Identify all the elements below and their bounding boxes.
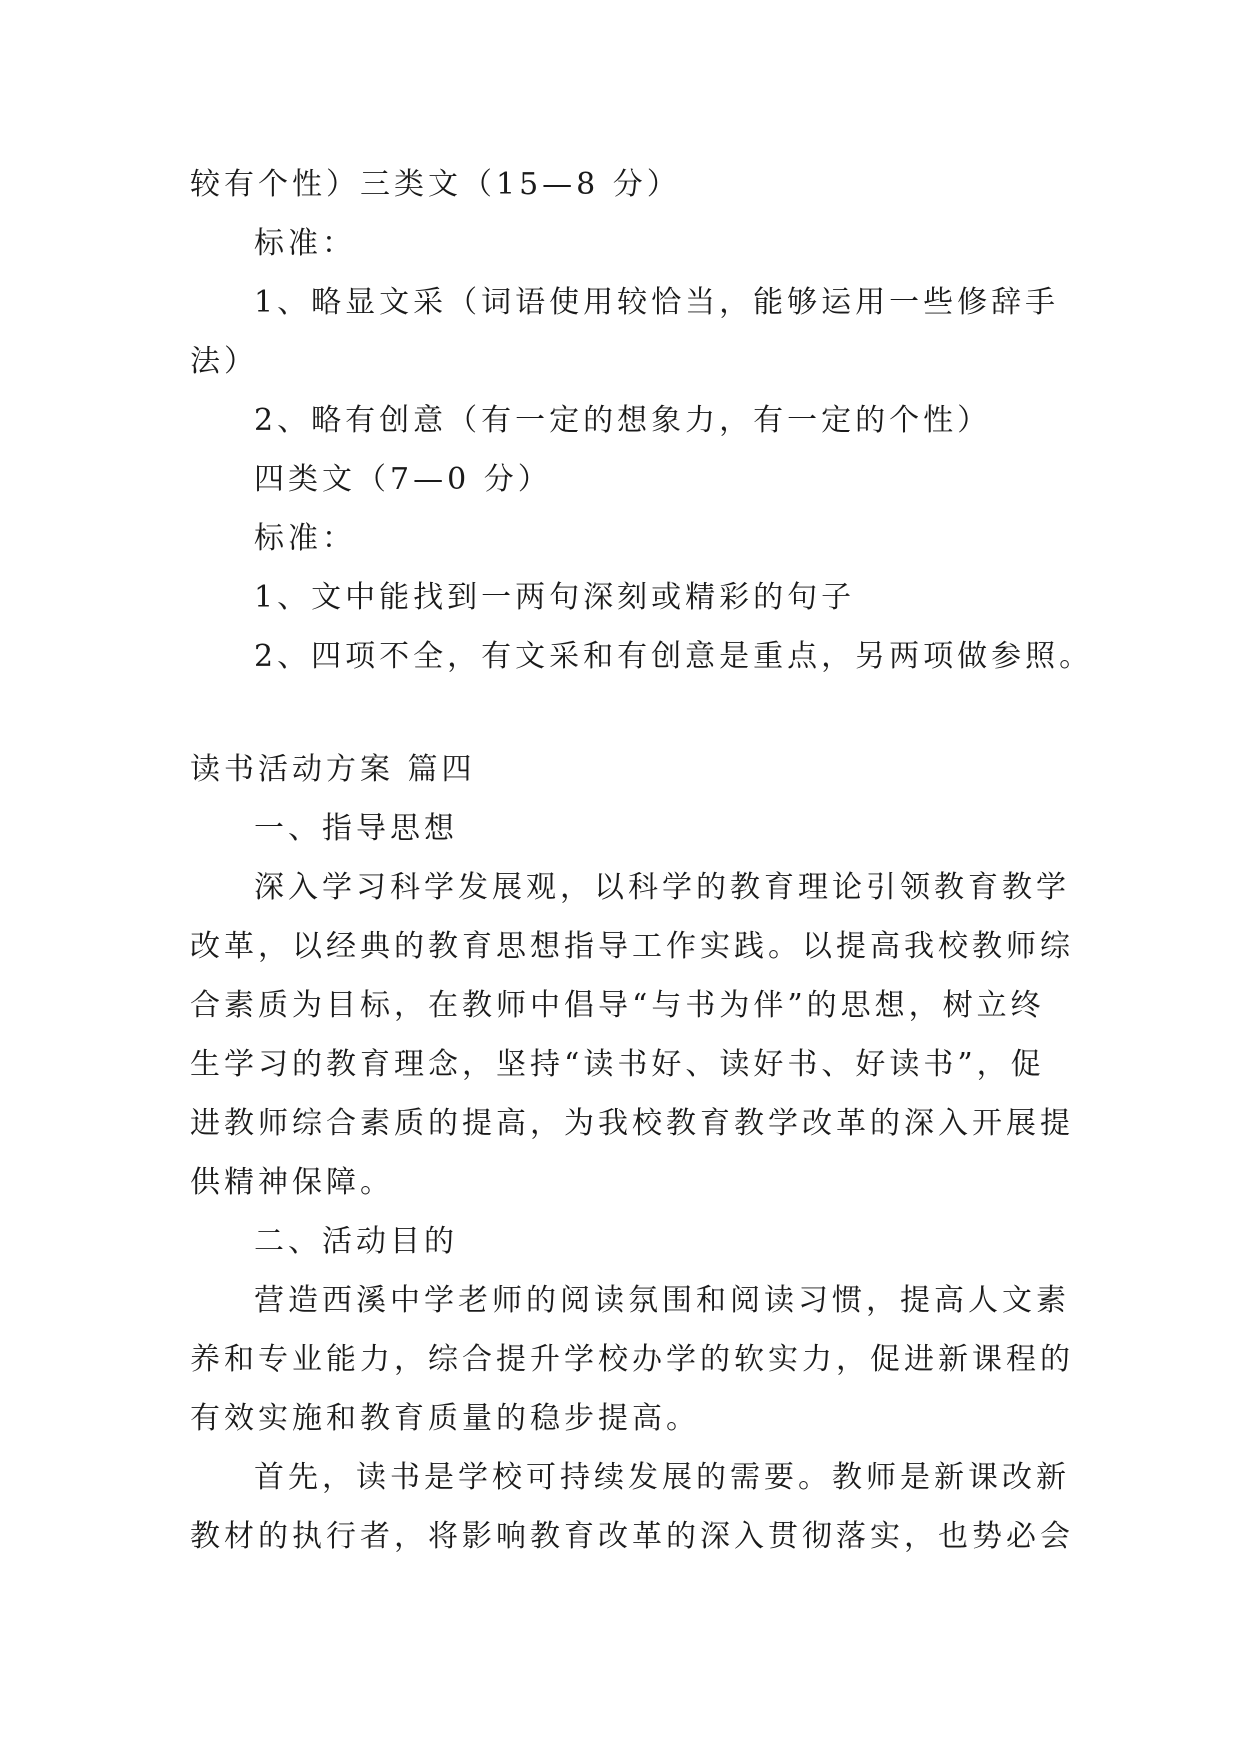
text-line: 生学习的教育理念，坚持“读书好、读好书、好读书”，促 xyxy=(190,1047,1045,1082)
text-line: 标准： xyxy=(254,521,356,556)
text-line: 标准： xyxy=(254,226,356,261)
text-line: 1、略显文采（词语使用较恰当，能够运用一些修辞手 xyxy=(254,285,1060,320)
text-line: 法） xyxy=(190,344,258,379)
section-heading: 一、指导思想 xyxy=(254,811,458,846)
text-line: 改革，以经典的教育思想指导工作实践。以提高我校教师综 xyxy=(190,929,1074,964)
text-line: 合素质为目标，在教师中倡导“与书为伴”的思想，树立终 xyxy=(190,988,1045,1023)
text-line: 深入学习科学发展观，以科学的教育理论引领教育教学 xyxy=(254,870,1070,905)
text-line: 供精神保障。 xyxy=(190,1165,394,1200)
text-line: 2、略有创意（有一定的想象力，有一定的个性） xyxy=(254,403,992,438)
text-line: 2、四项不全，有文采和有创意是重点，另两项做参照。 xyxy=(254,639,1094,674)
text-line: 营造西溪中学老师的阅读氛围和阅读习惯，提高人文素 xyxy=(254,1283,1070,1318)
text-line: 首先，读书是学校可持续发展的需要。教师是新课改新 xyxy=(254,1460,1070,1495)
text-line: 1、文中能找到一两句深刻或精彩的句子 xyxy=(254,580,856,615)
text-line: 四类文（7—0 分） xyxy=(254,462,552,497)
text-line: 较有个性）三类文（15—8 分） xyxy=(190,167,681,202)
section-title: 读书活动方案 篇四 xyxy=(190,752,476,787)
text-line: 进教师综合素质的提高，为我校教育教学改革的深入开展提 xyxy=(190,1106,1074,1141)
text-line: 养和专业能力，综合提升学校办学的软实力，促进新课程的 xyxy=(190,1342,1074,1377)
text-line: 教材的执行者，将影响教育改革的深入贯彻落实，也势必会 xyxy=(190,1519,1074,1554)
section-heading: 二、活动目的 xyxy=(254,1224,458,1259)
text-line: 有效实施和教育质量的稳步提高。 xyxy=(190,1401,700,1436)
